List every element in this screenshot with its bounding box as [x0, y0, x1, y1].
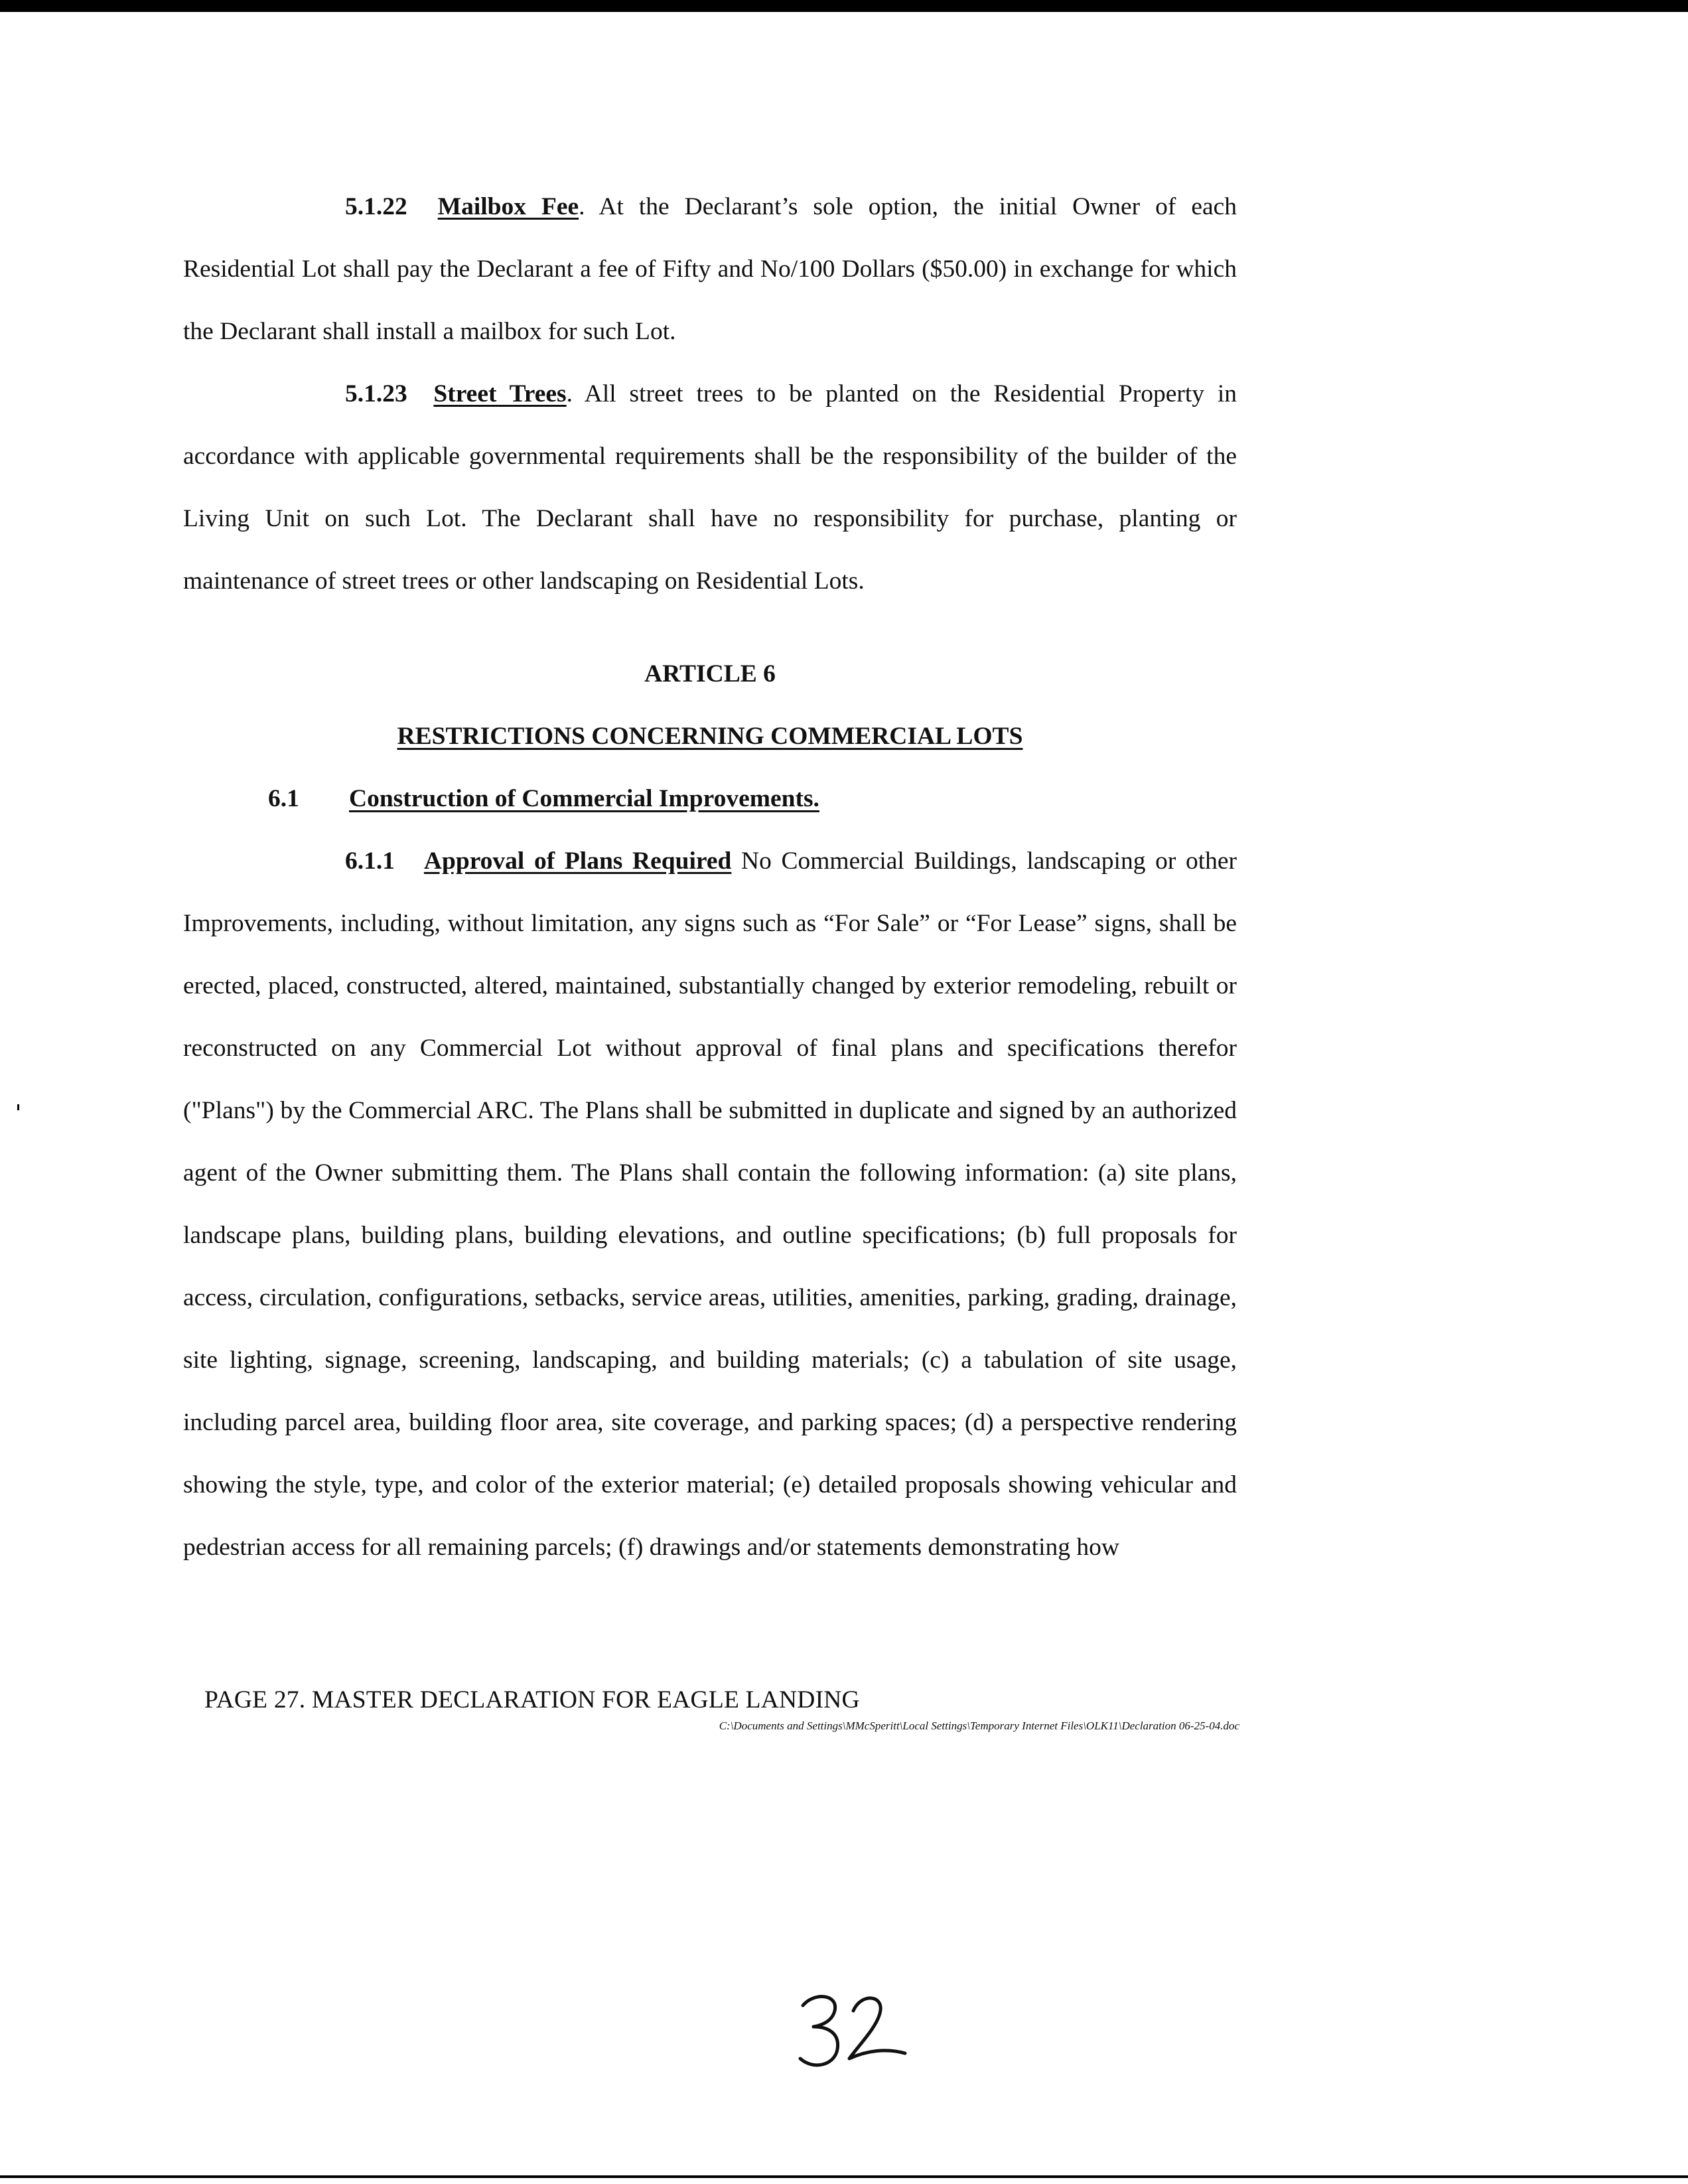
section-5-1-23: [183, 363, 1237, 613]
section-body: . All street trees to be planted on the Residential Property in accordance with applicable governmental requirements shall be the responsibility of the builder of the Living Unit on such Lot. The Declarant shall have no responsibility for purchase, planting or maintenance of street trees or other landscaping on Residential Lots.: [183, 380, 1237, 595]
section-number: 6.1: [268, 785, 299, 812]
article-number: ARTICLE 6: [644, 660, 776, 688]
section-number: 5.1.22: [345, 193, 407, 220]
section-heading: Construction of Commercial Improvements.: [349, 785, 819, 812]
article-label: [183, 657, 1237, 692]
section-5-1-22: [183, 176, 1237, 363]
article-title: RESTRICTIONS CONCERNING COMMERCIAL LOTS: [397, 723, 1023, 750]
scan-top-border: [0, 0, 1688, 12]
footer-file-path: C:\Documents and Settings\MMcSperitt\Local Settings\Temporary Internet Files\OLK11\Declaration 06-25-04.doc: [719, 1719, 1239, 1732]
section-number: 6.1.1: [345, 847, 395, 875]
section-6-1-1: [183, 830, 1237, 1579]
article-title-line: [183, 719, 1237, 754]
section-number: 5.1.23: [345, 380, 407, 407]
section-heading: Mailbox Fee: [437, 193, 579, 220]
handwritten-page-number: [794, 1984, 913, 2077]
section-heading: Approval of Plans Required: [423, 847, 732, 875]
scan-bottom-border: [0, 2175, 1688, 2178]
section-6-1: [268, 782, 819, 816]
scan-margin-mark: [17, 1104, 19, 1110]
footer-page-title: PAGE 27. MASTER DECLARATION FOR EAGLE LANDING: [204, 1686, 860, 1713]
section-heading: Street Trees: [433, 380, 567, 407]
section-body: No Commercial Buildings, landscaping or other Improvements, including, without limitation, any signs such as “For Sale” or “For Lease” signs, shall be erected, placed, constructed, altered, maintained, substantially changed by exterior remodeling, rebuilt or reconstructed on any Commercial Lot without approval of final plans and specifications therefor ("Plans") by the Commercial ARC. The Plans shall be submitted in duplicate and signed by an authorized agent of the Owner submitting them. The Plans shall contain the following information: (a) site plans, landscape plans, building plans, building elevations, and outline specifications; (b) full proposals for access, circulation, configurations, setbacks, service areas, utilities, amenities, parking, grading, drainage, site lighting, signage, screening, landscaping, and building materials; (c) a tabulation of site usage, including parcel area, building floor area, site coverage, and parking spaces; (d) a perspective rendering showing the style, type, and color of the exterior material; (e) detailed proposals showing vehicular and pedestrian access for all remaining parcels; (f) drawings and/or statements demonstrating how: [183, 847, 1237, 1561]
section-body: . At the Declarant’s sole option, the initial Owner of each Residential Lot shall pay the Declarant a fee of Fifty and No/100 Dollars ($50.00) in exchange for which the Declarant shall install a mailbox for such Lot.: [183, 193, 1237, 345]
